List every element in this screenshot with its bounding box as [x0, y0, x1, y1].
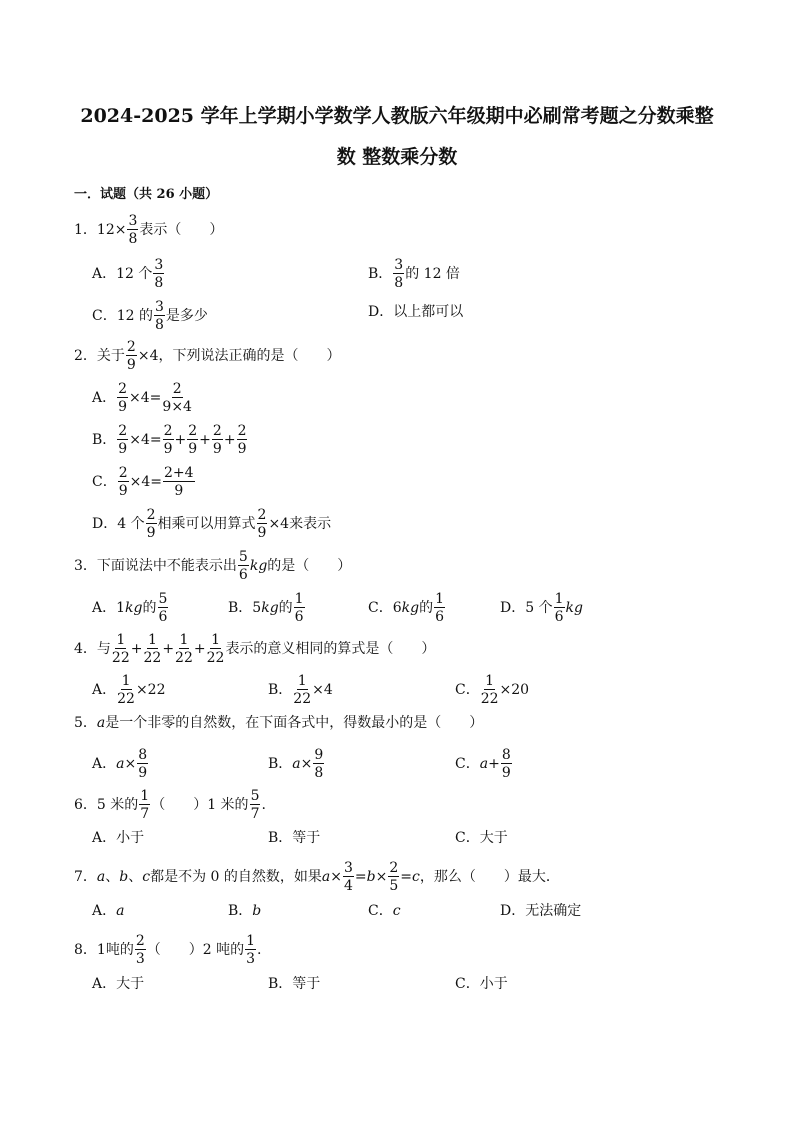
question-number: 5．: [74, 715, 97, 731]
unit: kg: [125, 600, 143, 616]
numerator: 1: [140, 788, 150, 804]
denominator: 8: [154, 317, 164, 333]
denominator: 22: [293, 691, 312, 707]
text: 表示（ ）: [139, 222, 224, 238]
question-7-stem: [74, 861, 560, 893]
fraction: [117, 382, 128, 414]
numerator: 5: [238, 549, 248, 565]
option-label: B．: [228, 903, 253, 919]
question-number: 2．: [74, 348, 97, 364]
denominator: 7: [250, 806, 260, 822]
fraction: [127, 214, 138, 246]
text: 与: [96, 641, 111, 657]
variable: a: [116, 756, 125, 772]
fraction: [343, 861, 354, 893]
unit: kg: [261, 600, 279, 616]
text: 关于: [96, 348, 125, 364]
text: .: [261, 797, 266, 813]
numerator: 3: [128, 213, 138, 229]
operator: +: [488, 756, 500, 772]
fraction: [158, 592, 169, 624]
unit: kg: [401, 600, 420, 616]
numerator: 1: [121, 673, 131, 689]
fraction: [162, 382, 192, 414]
question-3-option-d: [500, 592, 583, 624]
variable: b: [252, 903, 262, 919]
text: 、: [105, 869, 120, 885]
option-label: D．: [92, 516, 118, 532]
denominator: 9: [126, 357, 136, 373]
denominator: 9×4: [162, 399, 192, 415]
fraction: [117, 674, 135, 706]
text: 1: [116, 600, 126, 616]
question-8-stem: [74, 934, 262, 966]
question-1-option-a: [92, 258, 165, 290]
numerator: 2: [188, 423, 198, 439]
option-label: A．: [92, 682, 117, 698]
denominator: 7: [140, 806, 150, 822]
question-7-option-b: [228, 901, 261, 921]
numerator: 1: [211, 632, 220, 648]
text: 12 个: [116, 266, 153, 282]
question-number: 7．: [74, 869, 97, 885]
question-8-option-a: [92, 974, 144, 994]
question-6-option-b: [268, 828, 320, 848]
denominator: 22: [111, 650, 130, 666]
question-6-option-c: [455, 828, 508, 848]
text: 大于: [479, 830, 508, 846]
numerator: 3: [154, 257, 164, 273]
plus-sign: +: [199, 432, 211, 448]
text: 的: [142, 600, 157, 616]
section-heading: 一．试题（共 26 小题）: [74, 187, 219, 202]
denominator: 3: [135, 951, 145, 967]
fraction: [238, 550, 249, 582]
plus-sign: +: [130, 641, 143, 657]
fraction: [118, 466, 129, 498]
numerator: 2: [146, 507, 156, 523]
numerator: 1: [554, 591, 564, 607]
text: ×4，下列说法正确的是（ ）: [137, 348, 341, 364]
text: 大于: [116, 976, 145, 992]
operator: ×: [375, 869, 388, 885]
plus-sign: +: [162, 641, 175, 657]
variable: c: [412, 869, 420, 885]
denominator: 8: [128, 231, 138, 247]
text: 的是（ ）: [267, 558, 352, 574]
text: 5: [252, 600, 262, 616]
fraction: [163, 466, 195, 498]
question-7-option-d: [500, 901, 581, 921]
text: ×22: [135, 682, 166, 698]
fraction: [163, 424, 174, 456]
denominator: 9: [118, 483, 128, 499]
option-label: C．: [92, 474, 117, 490]
denominator: 9: [257, 525, 267, 541]
unit: kg: [249, 558, 268, 574]
denominator: 22: [117, 691, 135, 707]
denominator: 9: [174, 483, 184, 499]
operator: =: [400, 869, 413, 885]
numerator: 2: [237, 423, 247, 439]
unit: kg: [565, 600, 583, 616]
question-4-option-c: [455, 674, 529, 706]
option-label: C．: [455, 682, 480, 698]
numerator: 2: [135, 933, 145, 949]
question-8-option-b: [268, 974, 320, 994]
text: 的 12 倍: [405, 266, 460, 282]
question-6-option-a: [92, 828, 144, 848]
text: ×20: [499, 682, 530, 698]
numerator: 2: [118, 381, 128, 397]
numerator: 1: [147, 632, 157, 648]
fraction: [175, 633, 193, 665]
question-number: 3．: [74, 558, 97, 574]
question-1-option-d: [368, 302, 463, 322]
question-3-option-a: [92, 592, 169, 624]
text: 12 的: [116, 308, 153, 324]
question-1-option-b: [368, 258, 460, 290]
text: 表示的意义相同的算式是（ ）: [225, 641, 436, 657]
denominator: 22: [206, 650, 225, 666]
numerator: 2+4: [164, 465, 194, 481]
denominator: 8: [314, 765, 324, 781]
document-title-line-2: 数 整数乘分数: [336, 146, 458, 168]
question-3-option-c: [368, 592, 446, 624]
text: ，那么（ ）最大．: [419, 869, 560, 885]
option-label: C．: [455, 756, 480, 772]
fraction: [207, 633, 225, 665]
operator: ×: [300, 756, 313, 772]
text: （ ）2 吨的: [146, 942, 245, 958]
text: 6: [392, 600, 402, 616]
denominator: 9: [138, 765, 148, 781]
option-label: A．: [92, 600, 117, 616]
variable: b: [366, 869, 376, 885]
denominator: 9: [118, 441, 128, 457]
numerator: 1: [179, 632, 189, 648]
denominator: 9: [212, 441, 222, 457]
variable: c: [142, 869, 151, 885]
denominator: 8: [154, 275, 164, 291]
numerator: 3: [394, 257, 404, 273]
fraction: [112, 633, 130, 665]
fraction: [153, 258, 164, 290]
numerator: 1: [435, 591, 445, 607]
fraction: [554, 592, 565, 624]
question-number: 1．: [74, 222, 97, 238]
variable: a: [321, 869, 331, 885]
numerator: 2: [118, 465, 128, 481]
question-2-option-a: [92, 382, 193, 414]
option-label: A．: [92, 976, 117, 992]
text: ×4=: [129, 432, 162, 448]
fraction: [146, 508, 157, 540]
question-5-option-b: [268, 748, 325, 780]
fraction: [313, 748, 324, 780]
plus-sign: +: [223, 432, 236, 448]
fraction: [501, 748, 512, 780]
text: 是多少: [165, 308, 208, 324]
operator: =: [354, 869, 367, 885]
fraction: [294, 592, 305, 624]
question-2-option-d: [92, 508, 331, 540]
option-label: B．: [268, 756, 293, 772]
option-label: B．: [92, 432, 117, 448]
variable: c: [392, 903, 401, 919]
numerator: 2: [389, 860, 399, 876]
option-label: A．: [92, 390, 117, 406]
question-7-option-a: [92, 901, 124, 921]
text: 等于: [292, 830, 321, 846]
text: 的: [278, 600, 293, 616]
text: 、: [128, 869, 143, 885]
denominator: 22: [143, 650, 162, 666]
option-label: D．: [368, 304, 394, 320]
option-label: D．: [500, 600, 526, 616]
numerator: 5: [250, 788, 260, 804]
text: 5 米的: [96, 797, 139, 813]
fraction: [212, 424, 223, 456]
fraction: [434, 592, 445, 624]
fraction: [481, 674, 499, 706]
text: ×4: [312, 682, 333, 698]
denominator: 22: [480, 691, 499, 707]
option-label: C．: [92, 308, 117, 324]
numerator: 2: [126, 339, 136, 355]
variable: a: [116, 903, 125, 919]
variable: b: [119, 869, 129, 885]
variable: a: [292, 756, 301, 772]
numerator: 5: [158, 591, 168, 607]
text: 都是不为 0 的自然数，如果: [150, 869, 322, 885]
numerator: 8: [501, 747, 511, 763]
numerator: 3: [344, 860, 353, 876]
denominator: 8: [394, 275, 404, 291]
option-label: A．: [92, 903, 117, 919]
numerator: 2: [118, 423, 128, 439]
numerator: 2: [257, 507, 267, 523]
text: 下面说法中不能表示出: [96, 558, 237, 574]
numerator: 8: [138, 747, 148, 763]
denominator: 3: [246, 951, 256, 967]
denominator: 9: [188, 441, 198, 457]
question-number: 8．: [74, 942, 97, 958]
option-label: C．: [368, 600, 393, 616]
text: 4 个: [117, 516, 145, 532]
text: 的: [419, 600, 434, 616]
text: .: [257, 942, 262, 958]
fraction: [393, 258, 404, 290]
fraction: [117, 424, 128, 456]
fraction: [154, 300, 165, 332]
numerator: 1: [485, 673, 495, 689]
fraction: [137, 748, 148, 780]
text: ×4来表示: [268, 516, 332, 532]
option-label: D．: [500, 903, 526, 919]
option-label: B．: [268, 976, 293, 992]
text: ×4=: [129, 390, 162, 406]
option-label: A．: [92, 266, 117, 282]
fraction: [237, 424, 248, 456]
option-label: A．: [92, 830, 117, 846]
denominator: 6: [294, 609, 304, 625]
fraction: [135, 934, 146, 966]
question-8-option-c: [455, 974, 508, 994]
text: 是一个非零的自然数，在下面各式中，得数最小的是（ ）: [105, 715, 484, 731]
numerator: 9: [314, 747, 324, 763]
denominator: 5: [389, 878, 399, 894]
plus-sign: +: [193, 641, 206, 657]
fraction: [143, 633, 161, 665]
denominator: 4: [344, 878, 353, 894]
numerator: 3: [154, 299, 164, 315]
text: （ ）1 米的: [151, 797, 249, 813]
question-number: 6．: [74, 797, 97, 813]
text: 等于: [292, 976, 321, 992]
option-label: C．: [368, 903, 393, 919]
question-2-stem: [74, 340, 340, 372]
numerator: 1: [297, 673, 307, 689]
question-1-option-c: [92, 300, 208, 332]
option-label: B．: [228, 600, 253, 616]
text: 12×: [96, 222, 127, 238]
numerator: 1: [246, 933, 256, 949]
question-7-option-c: [368, 901, 401, 921]
fraction: [187, 424, 198, 456]
numerator: 2: [172, 381, 182, 397]
denominator: 9: [237, 441, 247, 457]
numerator: 2: [163, 423, 173, 439]
denominator: 22: [175, 650, 193, 666]
denominator: 9: [118, 399, 128, 415]
text: 以上都可以: [393, 304, 464, 320]
fraction: [257, 508, 268, 540]
option-label: C．: [455, 976, 480, 992]
denominator: 6: [158, 609, 168, 625]
question-4-option-a: [92, 674, 166, 706]
question-2-option-b: [92, 424, 248, 456]
fraction: [126, 340, 137, 372]
question-1-stem: [74, 214, 223, 246]
fraction: [293, 674, 311, 706]
fraction: [250, 789, 261, 821]
document-title-line-1: 2024-2025 学年上学期小学数学人教版六年级期中必刷常考题之分数乘整: [80, 105, 714, 127]
question-5-option-a: [92, 748, 149, 780]
question-5-option-c: [455, 748, 513, 780]
question-number: 4．: [74, 641, 97, 657]
text: 小于: [479, 976, 508, 992]
text: 5 个: [525, 600, 553, 616]
question-4-option-b: [268, 674, 333, 706]
operator: ×: [330, 869, 342, 885]
fraction: [245, 934, 256, 966]
numerator: 1: [116, 632, 126, 648]
text: 1吨的: [96, 942, 134, 958]
question-5-stem: [74, 713, 483, 733]
denominator: 6: [435, 609, 445, 625]
denominator: 9: [146, 525, 156, 541]
text: 相乘可以用算式: [157, 516, 256, 532]
option-label: B．: [368, 266, 393, 282]
plus-sign: +: [174, 432, 187, 448]
question-6-stem: [74, 789, 266, 821]
numerator: 1: [294, 591, 304, 607]
variable: a: [96, 715, 106, 731]
denominator: 9: [163, 441, 173, 457]
numerator: 2: [212, 423, 222, 439]
operator: ×: [124, 756, 137, 772]
question-3-option-b: [228, 592, 306, 624]
text: 无法确定: [525, 903, 582, 919]
option-label: A．: [92, 756, 117, 772]
text: ×4=: [129, 474, 163, 490]
variable: a: [96, 869, 106, 885]
fraction: [388, 861, 399, 893]
option-label: B．: [268, 682, 293, 698]
option-label: B．: [268, 830, 293, 846]
denominator: 9: [501, 765, 511, 781]
question-2-option-c: [92, 466, 196, 498]
denominator: 6: [238, 567, 248, 583]
question-4-stem: [74, 633, 435, 665]
denominator: 6: [554, 609, 564, 625]
question-3-stem: [74, 550, 351, 582]
fraction: [139, 789, 150, 821]
variable: a: [479, 756, 489, 772]
text: 小于: [116, 830, 145, 846]
option-label: C．: [455, 830, 480, 846]
